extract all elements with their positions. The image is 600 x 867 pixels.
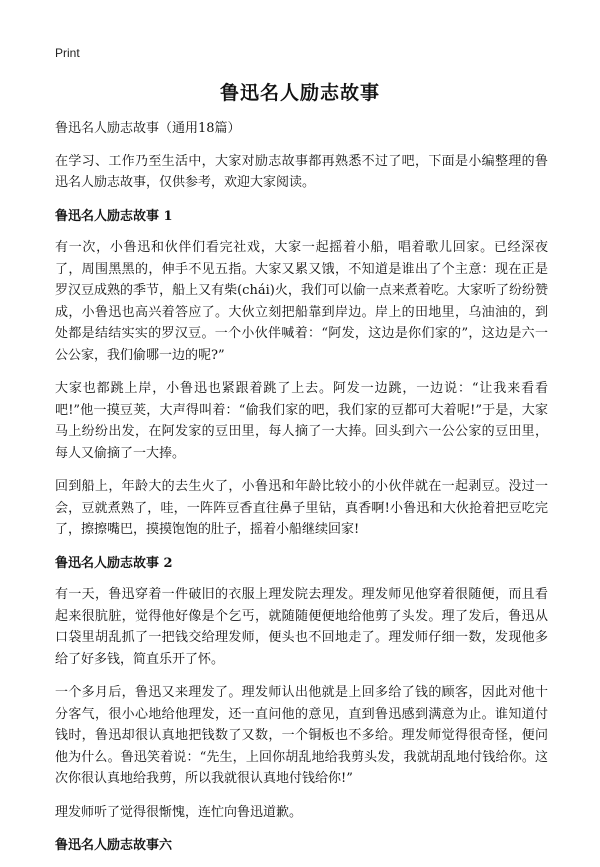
section-heading-2: 鲁迅名人励志故事 2 bbox=[55, 555, 173, 571]
section-heading-3: 鲁迅名人励志故事六 bbox=[55, 838, 173, 853]
print-label: Print bbox=[55, 46, 80, 60]
document-body bbox=[55, 118, 548, 867]
section-1-paragraph-1: 有一次，小鲁迅和伙伴们看完社戏，大家一起摇着小船，唱着歌儿回家。已经深夜了，周围黑黑的，伸手不见五指。大家又累又饿，不知道是谁出了个主意：现在正是罗汉豆成熟的季节，船上又有柴(chái)火，我们可以偷一点来煮着吃。大家听了纷纷赞成，小鲁迅也高兴着答应了。大伙立刻把船靠到岸边。岸上的田地里，乌油油的，到处都是结结实实的罗汉豆。一个小伙伴喊着：“阿发，这边是你们家的”，这边是六一公公家，我们偷哪一边的呢?” bbox=[55, 240, 548, 363]
document-title: 鲁迅名人励志故事 bbox=[219, 82, 380, 104]
section-1-paragraph-2: 大家也都跳上岸，小鲁迅也紧跟着跳了上去。阿发一边跳，一边说：“让我来看看吧!”他一摸豆荚，大声得叫着：“偷我们家的吧，我们家的豆都可大着呢!”于是，大家马上纷纷出发，在阿发家的豆田里，每人摘了一大捧。回头到六一公公家的豆田里，每人又偷摘了一大捧。 bbox=[55, 381, 548, 461]
section-heading-1: 鲁迅名人励志故事 1 bbox=[55, 208, 173, 224]
section-2-paragraph-2: 一个多月后，鲁迅又来理发了。理发师认出他就是上回多给了钱的顾客，因此对他十分客气，很小心地给他理发，还一直问他的意见，直到鲁迅感到满意为止。谁知道付钱时，鲁迅却很认真地把钱数了又数，一个铜板也不多给。理发师觉得很奇怪，便问他为什么。鲁迅笑着说：“先生，上回你胡乱地给我剪头发，我就胡乱地付钱给你。这次你很认真地给我剪，所以我就很认真地付钱给你!” bbox=[55, 685, 548, 786]
intro-paragraph: 在学习、工作乃至生活中，大家对励志故事都再熟悉不过了吧，下面是小编整理的鲁迅名人励志故事，仅供参考，欢迎大家阅读。 bbox=[55, 153, 548, 190]
section-1-paragraph-3: 回到船上，年龄大的去生火了，小鲁迅和年龄比较小的小伙伴就在一起剥豆。没过一会，豆就煮熟了，哇，一阵阵豆香直往鼻子里钻，真香啊!小鲁迅和大伙抢着把豆吃完了，擦擦嘴巴，摸摸饱饱的肚子，摇着小船继续回家! bbox=[55, 479, 548, 537]
section-2-paragraph-1: 有一天，鲁迅穿着一件破旧的衣服上理发院去理发。理发师见他穿着很随便，而且看起来很肮脏，觉得他好像是个乞丐，就随随便便地给他剪了头发。理了发后，鲁迅从口袋里胡乱抓了一把钱交给理发师，便头也不回地走了。理发师仔细一数，发现他多给了好多钱，简直乐开了怀。 bbox=[55, 587, 548, 667]
section-2-paragraph-3: 理发师听了觉得很惭愧，连忙向鲁迅道歉。 bbox=[55, 804, 303, 820]
document-subtitle: 鲁迅名人励志故事（通用18篇） bbox=[55, 121, 241, 136]
